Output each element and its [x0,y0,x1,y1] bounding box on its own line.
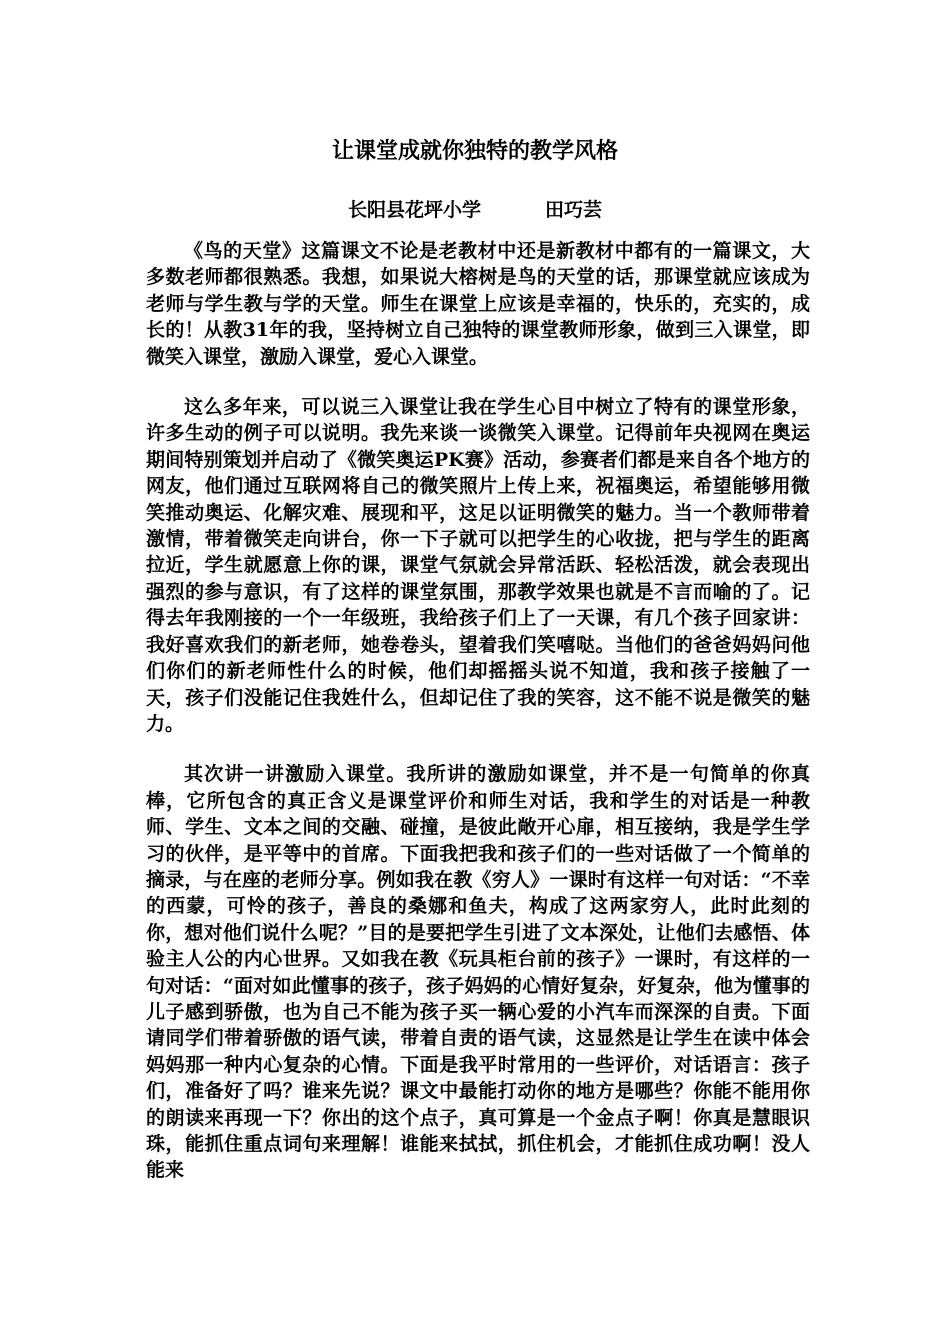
paragraph-encouragement: 其次讲一讲激励入课堂。我所讲的激励如课堂，并不是一句简单的你真棒，它所包含的真正含义是课堂评价和师生对话，我和学生的对话是一种教师、学生、文本之间的交融、碰撞，是彼此敞开心扉，相互接纳，我是学生学习的伙伴，是平等中的首席。下面我把我和孩子们的一些对话做了一个简单的摘录，与在座的老师分享。例如我在教《穷人》一课时有这样一句对话：“不幸的西蒙，可怜的孩子，善良的桑娜和鱼夫，构成了这两家穷人，此时此刻的你，想对他们说什么呢？”目的是要把学生引进了文本深处，让他们去感悟、体验主人公的内心世界。又如我在教《玩具柜台前的孩子》一课时，有这样的一句对话：“面对如此懂事的孩子，孩子妈妈的心情好复杂，好复杂，他为懂事的儿子感到骄傲，也为自己不能为孩子买一辆心爱的小汽车而深深的自责。下面请同学们带着骄傲的语气读，带着自责的语气读，这显然是让学生在读中体会妈妈那一种内心复杂的心情。下面是我平时常用的一些评价，对话语言：孩子们，准备好了吗？谁来先说？课文中最能打动你的地方是哪些？你能不能用你的朗读来再现一下？你出的这个点子，真可算是一个金点子啊！你真是慧眼识珠，能抓住重点词句来理解！谁能来拭拭，抓住机会，才能抓住成功啊！没人能来 [146,763,810,1182]
document-body [146,238,810,1208]
byline [0,196,950,224]
document-title: 让课堂成就你独特的教学风格 [331,138,618,164]
school-name: 长阳县花坪小学 [347,199,481,221]
author-name: 田巧芸 [545,199,603,221]
paragraph-intro: 《鸟的天堂》这篇课文不论是老教材中还是新教材中都有的一篇课文，大多数老师都很熟悉。我想，如果说大榕树是鸟的天堂的话，那课堂就应该成为老师与学生教与学的天堂。师生在课堂上应该是幸福的，快乐的，充实的，成长的！从教31年的我，坚持树立自己独特的课堂教师形象，做到三入课堂，即微笑入课堂，激励入课堂，爱心入课堂。 [146,240,810,368]
paragraph-smile: 这么多年来，可以说三入课堂让我在学生心目中树立了特有的课堂形象，许多生动的例子可以说明。我先来谈一谈微笑入课堂。记得前年央视网在奥运期间特别策划并启动了《微笑奥运PK赛》活动，参赛者们都是来自各个地方的网友，他们通过互联网将自己的微笑照片上传上来，祝福奥运，希望能够用微笑推动奥运、化解灾难、展现和平，这足以证明微笑的魅力。当一个教师带着激情，带着微笑走向讲台，你一下子就可以把学生的心收拢，把与学生的距离拉近，学生就愿意上你的课，课堂气氛就会异常活跃、轻松活泼，就会表现出强烈的参与意识，有了这样的课堂氛围，那教学效果也就是不言而喻的了。记得去年我刚接的一个一年级班，我给孩子们上了一天课，有几个孩子回家讲：我好喜欢我们的新老师，她卷卷头，望着我们笑嘻哒。当他们的爸爸妈妈问他们你们的新老师性什么的时候，他们却摇摇头说不知道，我和孩子接触了一天，孩子们没能记住我姓什么，但却记住了我的笑容，这不能不说是微笑的魅力。 [146,396,810,735]
